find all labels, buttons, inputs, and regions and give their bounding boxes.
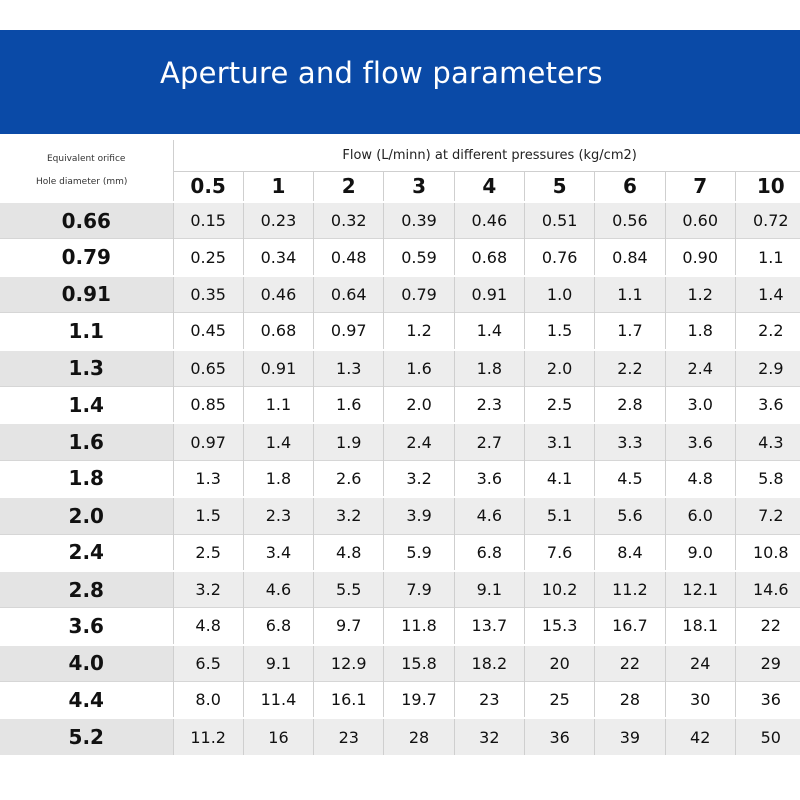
flow-value-cell: 36 xyxy=(735,682,800,719)
table-row xyxy=(0,682,800,719)
flow-value-cell: 9.7 xyxy=(314,608,384,645)
flow-value-cell: 12.9 xyxy=(314,645,384,682)
flow-value-cell: 0.79 xyxy=(384,276,454,313)
flow-value-cell: 11.4 xyxy=(243,682,313,719)
flow-value-cell: 1.3 xyxy=(173,460,243,497)
flow-value-cell: 2.4 xyxy=(665,350,735,387)
flow-value-cell: 18.1 xyxy=(665,608,735,645)
pressure-header: 7 xyxy=(665,171,735,202)
pressure-header: 4 xyxy=(454,171,524,202)
table-row xyxy=(0,534,800,571)
pressure-header: 10 xyxy=(735,171,800,202)
flow-value-cell: 0.23 xyxy=(243,202,313,239)
table-row xyxy=(0,239,800,276)
flow-value-cell: 12.1 xyxy=(665,571,735,608)
flow-table xyxy=(0,140,800,755)
flow-value-cell: 2.6 xyxy=(314,460,384,497)
table-row xyxy=(0,276,800,313)
flow-value-cell: 7.6 xyxy=(524,534,594,571)
flow-value-cell: 1.4 xyxy=(454,313,524,350)
flow-value-cell: 5.8 xyxy=(735,460,800,497)
flow-value-cell: 10.2 xyxy=(524,571,594,608)
flow-value-cell: 15.8 xyxy=(384,645,454,682)
flow-value-cell: 0.91 xyxy=(454,276,524,313)
flow-value-cell: 1.5 xyxy=(173,497,243,534)
corner-header-line1: Equivalent orifice xyxy=(47,154,126,164)
table-row xyxy=(0,645,800,682)
flow-value-cell: 20 xyxy=(524,645,594,682)
table-row xyxy=(0,608,800,645)
flow-value-cell: 0.65 xyxy=(173,350,243,387)
flow-value-cell: 0.84 xyxy=(595,239,665,276)
flow-value-cell: 2.2 xyxy=(595,350,665,387)
flow-value-cell: 0.90 xyxy=(665,239,735,276)
flow-value-cell: 0.85 xyxy=(173,386,243,423)
hole-diameter-cell: 0.66 xyxy=(0,202,173,239)
flow-value-cell: 2.2 xyxy=(735,313,800,350)
flow-value-cell: 1.1 xyxy=(735,239,800,276)
flow-value-cell: 0.25 xyxy=(173,239,243,276)
flow-value-cell: 2.5 xyxy=(173,534,243,571)
flow-value-cell: 3.3 xyxy=(595,423,665,460)
flow-value-cell: 23 xyxy=(454,682,524,719)
table-row xyxy=(0,718,800,755)
flow-value-cell: 3.6 xyxy=(735,386,800,423)
flow-value-cell: 24 xyxy=(665,645,735,682)
flow-value-cell: 29 xyxy=(735,645,800,682)
flow-value-cell: 1.8 xyxy=(665,313,735,350)
flow-value-cell: 18.2 xyxy=(454,645,524,682)
flow-value-cell: 14.6 xyxy=(735,571,800,608)
pressure-header: 5 xyxy=(524,171,594,202)
flow-value-cell: 3.6 xyxy=(454,460,524,497)
flow-value-cell: 22 xyxy=(595,645,665,682)
flow-value-cell: 2.8 xyxy=(595,386,665,423)
hole-diameter-cell: 1.4 xyxy=(0,386,173,423)
flow-value-cell: 11.2 xyxy=(595,571,665,608)
flow-value-cell: 0.68 xyxy=(243,313,313,350)
flow-value-cell: 1.9 xyxy=(314,423,384,460)
flow-value-cell: 1.4 xyxy=(243,423,313,460)
flow-value-cell: 42 xyxy=(665,718,735,755)
flow-value-cell: 3.2 xyxy=(384,460,454,497)
flow-value-cell: 2.7 xyxy=(454,423,524,460)
title-banner xyxy=(0,30,800,134)
flow-value-cell: 3.0 xyxy=(665,386,735,423)
flow-value-cell: 0.48 xyxy=(314,239,384,276)
flow-value-cell: 3.6 xyxy=(665,423,735,460)
flow-value-cell: 4.8 xyxy=(665,460,735,497)
flow-value-cell: 1.5 xyxy=(524,313,594,350)
pressure-header: 3 xyxy=(384,171,454,202)
flow-value-cell: 6.5 xyxy=(173,645,243,682)
flow-value-cell: 32 xyxy=(454,718,524,755)
flow-value-cell: 13.7 xyxy=(454,608,524,645)
flow-value-cell: 22 xyxy=(735,608,800,645)
hole-diameter-cell: 1.6 xyxy=(0,423,173,460)
flow-value-cell: 4.5 xyxy=(595,460,665,497)
flow-value-cell: 1.0 xyxy=(524,276,594,313)
table-row xyxy=(0,313,800,350)
flow-value-cell: 36 xyxy=(524,718,594,755)
hole-diameter-cell: 1.1 xyxy=(0,313,173,350)
flow-value-cell: 10.8 xyxy=(735,534,800,571)
flow-value-cell: 0.56 xyxy=(595,202,665,239)
flow-value-cell: 0.91 xyxy=(243,350,313,387)
flow-value-cell: 1.3 xyxy=(314,350,384,387)
flow-value-cell: 28 xyxy=(384,718,454,755)
flow-value-cell: 0.46 xyxy=(454,202,524,239)
flow-value-cell: 9.1 xyxy=(454,571,524,608)
table-row xyxy=(0,386,800,423)
flow-value-cell: 0.32 xyxy=(314,202,384,239)
flow-value-cell: 1.1 xyxy=(243,386,313,423)
flow-value-cell: 2.0 xyxy=(524,350,594,387)
flow-value-cell: 25 xyxy=(524,682,594,719)
flow-value-cell: 4.6 xyxy=(454,497,524,534)
hole-diameter-cell: 0.91 xyxy=(0,276,173,313)
flow-value-cell: 28 xyxy=(595,682,665,719)
corner-header xyxy=(0,140,173,202)
hole-diameter-cell: 2.0 xyxy=(0,497,173,534)
hole-diameter-cell: 2.8 xyxy=(0,571,173,608)
flow-value-cell: 5.5 xyxy=(314,571,384,608)
flow-value-cell: 39 xyxy=(595,718,665,755)
flow-value-cell: 8.0 xyxy=(173,682,243,719)
table-row xyxy=(0,571,800,608)
flow-value-cell: 0.76 xyxy=(524,239,594,276)
flow-value-cell: 8.4 xyxy=(595,534,665,571)
hole-diameter-cell: 5.2 xyxy=(0,718,173,755)
hole-diameter-cell: 4.0 xyxy=(0,645,173,682)
flow-group-header: Flow (L/minn) at different pressures (kg/cm2) xyxy=(173,140,800,171)
flow-value-cell: 1.2 xyxy=(384,313,454,350)
flow-value-cell: 0.68 xyxy=(454,239,524,276)
flow-value-cell: 23 xyxy=(314,718,384,755)
flow-value-cell: 1.8 xyxy=(243,460,313,497)
pressure-header: 0.5 xyxy=(173,171,243,202)
hole-diameter-cell: 4.4 xyxy=(0,682,173,719)
flow-value-cell: 1.2 xyxy=(665,276,735,313)
flow-value-cell: 0.59 xyxy=(384,239,454,276)
flow-value-cell: 2.5 xyxy=(524,386,594,423)
hole-diameter-cell: 0.79 xyxy=(0,239,173,276)
flow-value-cell: 1.8 xyxy=(454,350,524,387)
flow-value-cell: 1.1 xyxy=(595,276,665,313)
flow-value-cell: 0.35 xyxy=(173,276,243,313)
flow-value-cell: 0.72 xyxy=(735,202,800,239)
flow-value-cell: 6.8 xyxy=(243,608,313,645)
flow-value-cell: 0.64 xyxy=(314,276,384,313)
flow-value-cell: 1.4 xyxy=(735,276,800,313)
flow-value-cell: 9.0 xyxy=(665,534,735,571)
flow-value-cell: 4.8 xyxy=(314,534,384,571)
table-row xyxy=(0,497,800,534)
flow-value-cell: 0.39 xyxy=(384,202,454,239)
flow-value-cell: 0.60 xyxy=(665,202,735,239)
flow-value-cell: 11.2 xyxy=(173,718,243,755)
flow-value-cell: 4.1 xyxy=(524,460,594,497)
table-row xyxy=(0,423,800,460)
flow-value-cell: 0.46 xyxy=(243,276,313,313)
flow-value-cell: 11.8 xyxy=(384,608,454,645)
flow-value-cell: 1.6 xyxy=(384,350,454,387)
flow-value-cell: 3.9 xyxy=(384,497,454,534)
flow-value-cell: 15.3 xyxy=(524,608,594,645)
flow-value-cell: 7.2 xyxy=(735,497,800,534)
flow-value-cell: 4.6 xyxy=(243,571,313,608)
table-row xyxy=(0,202,800,239)
flow-value-cell: 1.7 xyxy=(595,313,665,350)
pressure-header: 2 xyxy=(314,171,384,202)
flow-value-cell: 2.9 xyxy=(735,350,800,387)
flow-value-cell: 19.7 xyxy=(384,682,454,719)
hole-diameter-cell: 1.8 xyxy=(0,460,173,497)
flow-value-cell: 3.2 xyxy=(173,571,243,608)
flow-value-cell: 5.9 xyxy=(384,534,454,571)
flow-value-cell: 2.4 xyxy=(384,423,454,460)
page-title: Aperture and flow parameters xyxy=(160,56,603,90)
flow-value-cell: 0.97 xyxy=(314,313,384,350)
table-row xyxy=(0,350,800,387)
flow-value-cell: 9.1 xyxy=(243,645,313,682)
flow-value-cell: 2.3 xyxy=(454,386,524,423)
flow-value-cell: 0.45 xyxy=(173,313,243,350)
flow-value-cell: 0.34 xyxy=(243,239,313,276)
flow-value-cell: 16.1 xyxy=(314,682,384,719)
flow-value-cell: 6.0 xyxy=(665,497,735,534)
flow-value-cell: 5.1 xyxy=(524,497,594,534)
flow-value-cell: 2.0 xyxy=(384,386,454,423)
flow-value-cell: 7.9 xyxy=(384,571,454,608)
flow-value-cell: 30 xyxy=(665,682,735,719)
flow-value-cell: 0.51 xyxy=(524,202,594,239)
flow-value-cell: 3.1 xyxy=(524,423,594,460)
flow-value-cell: 5.6 xyxy=(595,497,665,534)
flow-value-cell: 3.2 xyxy=(314,497,384,534)
hole-diameter-cell: 1.3 xyxy=(0,350,173,387)
flow-value-cell: 4.8 xyxy=(173,608,243,645)
table-row xyxy=(0,460,800,497)
table-body xyxy=(0,202,800,755)
hole-diameter-cell: 2.4 xyxy=(0,534,173,571)
flow-value-cell: 4.3 xyxy=(735,423,800,460)
pressure-header: 1 xyxy=(243,171,313,202)
corner-header-line2: Hole diameter (mm) xyxy=(36,177,128,187)
flow-value-cell: 16 xyxy=(243,718,313,755)
flow-value-cell: 3.4 xyxy=(243,534,313,571)
flow-value-cell: 16.7 xyxy=(595,608,665,645)
flow-value-cell: 6.8 xyxy=(454,534,524,571)
flow-value-cell: 0.97 xyxy=(173,423,243,460)
flow-value-cell: 0.15 xyxy=(173,202,243,239)
flow-value-cell: 50 xyxy=(735,718,800,755)
flow-value-cell: 2.3 xyxy=(243,497,313,534)
pressure-header: 6 xyxy=(595,171,665,202)
flow-value-cell: 1.6 xyxy=(314,386,384,423)
hole-diameter-cell: 3.6 xyxy=(0,608,173,645)
